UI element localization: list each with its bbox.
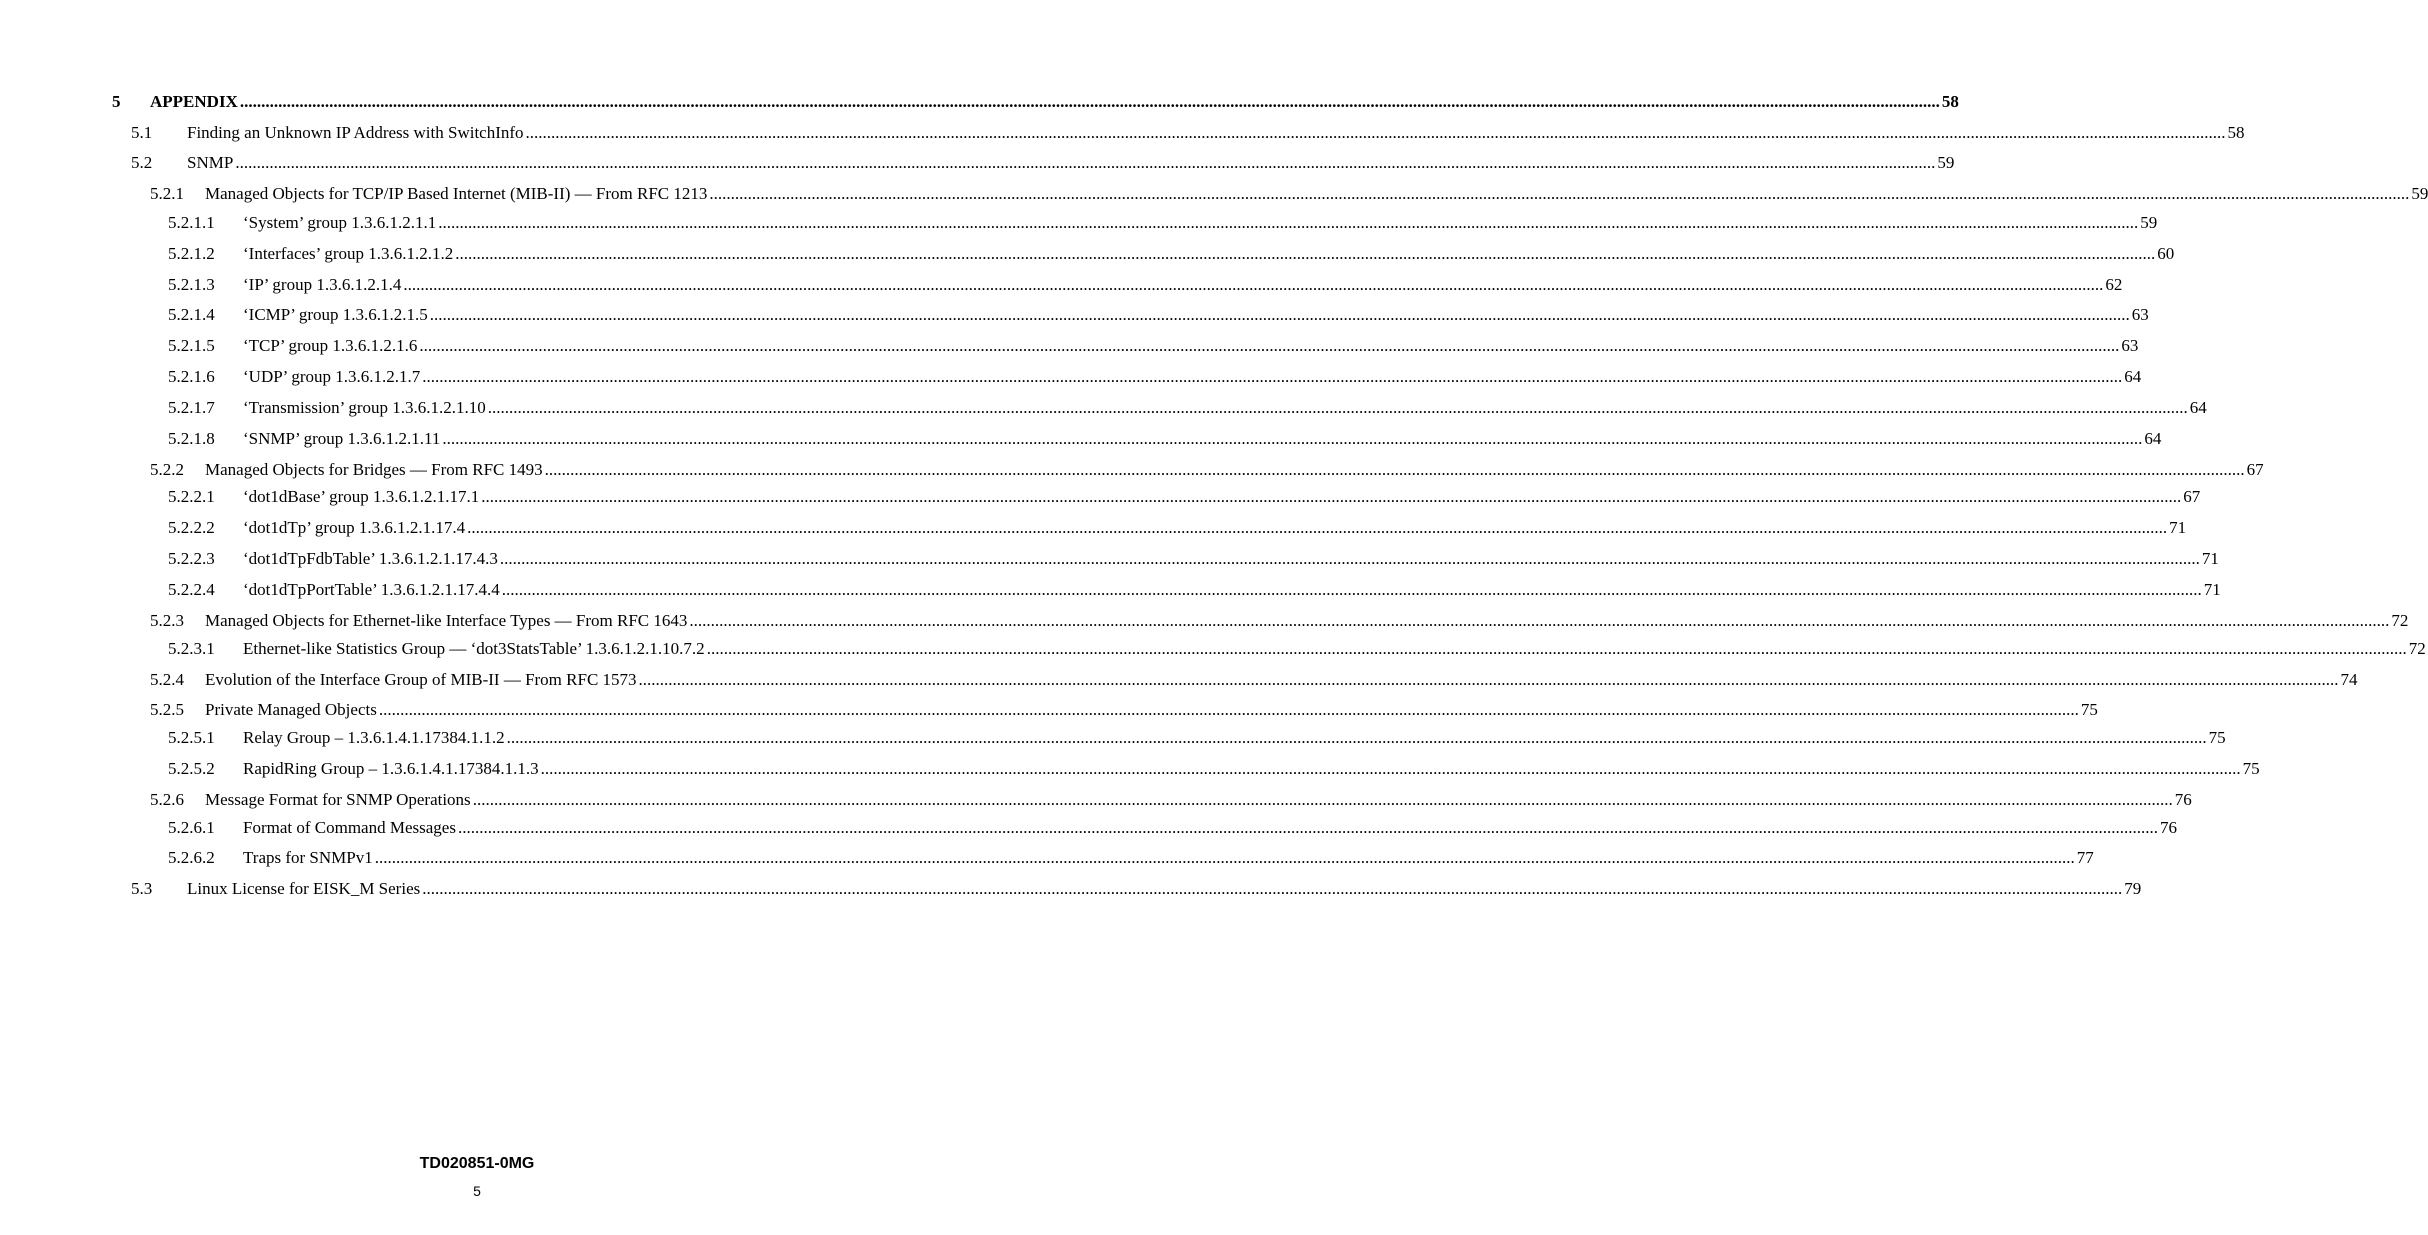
- toc-entry-title: SNMP: [187, 153, 234, 172]
- toc-entry[interactable]: [168, 578, 2221, 600]
- toc-entry-title: Message Format for SNMP Operations: [205, 790, 471, 809]
- toc-entry-page: 58: [1941, 92, 1959, 111]
- toc-entry-number: 5.2.1.7: [168, 398, 215, 417]
- toc-dot-leader: ................................................................................................................................................................................................................................................................................................................................................................................................................: [487, 398, 2188, 417]
- toc-entry-title: Relay Group – 1.3.6.1.4.1.17384.1.1.2: [243, 728, 505, 747]
- toc-entry-title: Linux License for EISK_M Series: [187, 879, 421, 898]
- toc-entry-title: ‘TCP’ group 1.3.6.1.2.1.6: [243, 336, 418, 355]
- toc-entry-number: 5.3: [131, 879, 153, 898]
- toc-entry-page: 75: [2242, 759, 2260, 778]
- toc-entry-page: 79: [2124, 879, 2142, 898]
- toc-entry-page: 62: [2105, 275, 2123, 294]
- toc-entry[interactable]: [168, 396, 2207, 418]
- toc-entry[interactable]: [131, 151, 1955, 173]
- toc-entry[interactable]: [131, 121, 2245, 143]
- toc-entry-title: Evolution of the Interface Group of MIB-II — From RFC 1573: [205, 670, 637, 689]
- toc-entry[interactable]: [168, 211, 2158, 233]
- toc-entry-page: 59: [2140, 213, 2158, 232]
- toc-entry-number: 5.2.2.4: [168, 580, 215, 599]
- toc-entry-page: 63: [2131, 305, 2149, 324]
- toc-entry-title: ‘dot1dTpPortTable’ 1.3.6.1.2.1.17.4.4: [243, 580, 500, 599]
- toc-entry-title: Managed Objects for Bridges — From RFC 1493: [205, 460, 543, 479]
- toc-dot-leader: ................................................................................................................................................................................................................................................................................................................................................................................................................: [709, 184, 2410, 203]
- toc-entry-number: 5.2.1.2: [168, 244, 215, 263]
- toc-entry-page: 63: [2121, 336, 2139, 355]
- toc-entry[interactable]: [168, 846, 2094, 868]
- toc-entry[interactable]: [150, 788, 2192, 810]
- toc-dot-leader: ................................................................................................................................................................................................................................................................................................................................................................................................................: [638, 670, 2339, 689]
- toc-entry-title: Format of Command Messages: [243, 818, 456, 837]
- toc-entry[interactable]: [150, 609, 2409, 631]
- toc-dot-leader: ................................................................................................................................................................................................................................................................................................................................................................................................................: [506, 728, 2207, 747]
- toc-dot-leader: ................................................................................................................................................................................................................................................................................................................................................................................................................: [481, 487, 2182, 506]
- toc-entry[interactable]: [168, 334, 2139, 356]
- toc-dot-leader: ................................................................................................................................................................................................................................................................................................................................................................................................................: [689, 611, 2390, 630]
- toc-entry-title: ‘SNMP’ group 1.3.6.1.2.1.11: [243, 429, 441, 448]
- toc-entry-title: Managed Objects for Ethernet-like Interface Types — From RFC 1643: [205, 611, 688, 630]
- toc-dot-leader: ................................................................................................................................................................................................................................................................................................................................................................................................................: [239, 92, 1940, 111]
- toc-entry-title: ‘Transmission’ group 1.3.6.1.2.1.10: [243, 398, 486, 417]
- toc-entry[interactable]: [168, 637, 2426, 659]
- toc-entry-page: 76: [2159, 818, 2177, 837]
- toc-dot-leader: ................................................................................................................................................................................................................................................................................................................................................................................................................: [455, 244, 2156, 263]
- toc-entry-number: 5.2.1.6: [168, 367, 215, 386]
- toc-entry-number: 5.1: [131, 123, 153, 142]
- toc-entry-page: 64: [2124, 367, 2142, 386]
- toc-entry-page: 59: [2411, 184, 2428, 203]
- toc-entry-title: ‘IP’ group 1.3.6.1.2.1.4: [243, 275, 402, 294]
- toc-dot-leader: ................................................................................................................................................................................................................................................................................................................................................................................................................: [422, 879, 2123, 898]
- toc-entry[interactable]: [168, 757, 2260, 779]
- toc-entry-title: Finding an Unknown IP Address with SwitchInfo: [187, 123, 524, 142]
- toc-entry-number: 5.2.1.1: [168, 213, 215, 232]
- toc-dot-leader: ................................................................................................................................................................................................................................................................................................................................................................................................................: [419, 336, 2120, 355]
- toc-entry-title: ‘dot1dTpFdbTable’ 1.3.6.1.2.1.17.4.3: [243, 549, 498, 568]
- toc-dot-leader: ................................................................................................................................................................................................................................................................................................................................................................................................................: [378, 700, 2079, 719]
- toc-dot-leader: ................................................................................................................................................................................................................................................................................................................................................................................................................: [525, 123, 2226, 142]
- toc-entry-number: 5.2.2: [150, 460, 184, 479]
- toc-entry[interactable]: [112, 90, 1959, 112]
- toc-entry-page: 74: [2340, 670, 2358, 689]
- toc-entry-title: ‘Interfaces’ group 1.3.6.1.2.1.2: [243, 244, 454, 263]
- toc-entry-title: RapidRing Group – 1.3.6.1.4.1.17384.1.1.3: [243, 759, 539, 778]
- toc-entry-page: 58: [2227, 123, 2245, 142]
- toc-entry-number: 5.2.1.3: [168, 275, 215, 294]
- toc-entry[interactable]: [168, 427, 2162, 449]
- toc-entry[interactable]: [168, 365, 2142, 387]
- toc-entry[interactable]: [150, 668, 2358, 690]
- toc-dot-leader: ................................................................................................................................................................................................................................................................................................................................................................................................................: [429, 305, 2130, 324]
- toc-entry-number: 5.2.5.1: [168, 728, 215, 747]
- toc-entry-title: ‘ICMP’ group 1.3.6.1.2.1.5: [243, 305, 428, 324]
- toc-entry-page: 60: [2157, 244, 2175, 263]
- page-number: 5: [473, 1183, 481, 1199]
- document-id: TD020851-0MG: [419, 1155, 535, 1172]
- toc-dot-leader: ................................................................................................................................................................................................................................................................................................................................................................................................................: [374, 848, 2075, 867]
- toc-entry-number: 5.2.1.5: [168, 336, 215, 355]
- toc-entry-page: 71: [2169, 518, 2187, 537]
- toc-entry[interactable]: [168, 516, 2187, 538]
- toc-entry-page: 67: [2246, 460, 2264, 479]
- toc-dot-leader: ................................................................................................................................................................................................................................................................................................................................................................................................................: [706, 639, 2407, 658]
- toc-entry-title: Managed Objects for TCP/IP Based Internet (MIB-II) — From RFC 1213: [205, 184, 708, 203]
- toc-entry-page: 76: [2174, 790, 2192, 809]
- toc-entry-number: 5: [112, 92, 121, 111]
- toc-entry-page: 71: [2201, 549, 2219, 568]
- toc-entry-title: Traps for SNMPv1: [243, 848, 373, 867]
- toc-entry-title: Ethernet-like Statistics Group — ‘dot3StatsTable’ 1.3.6.1.2.1.10.7.2: [243, 639, 705, 658]
- toc-entry-number: 5.2.6.1: [168, 818, 215, 837]
- toc-entry-number: 5.2.2.1: [168, 487, 215, 506]
- toc-dot-leader: ................................................................................................................................................................................................................................................................................................................................................................................................................: [544, 460, 2245, 479]
- toc-entry[interactable]: [131, 877, 2142, 899]
- toc-entry-number: 5.2.6: [150, 790, 184, 809]
- toc-entry-number: 5.2.2.2: [168, 518, 215, 537]
- toc-entry-page: 77: [2076, 848, 2094, 867]
- toc-entry-page: 75: [2080, 700, 2098, 719]
- toc-entry-number: 5.2.1.8: [168, 429, 215, 448]
- toc-entry[interactable]: [150, 182, 2428, 204]
- toc-entry-title: ‘dot1dTp’ group 1.3.6.1.2.1.17.4: [243, 518, 466, 537]
- toc-entry-page: 72: [2408, 639, 2426, 658]
- toc-entry[interactable]: [150, 458, 2264, 480]
- toc-entry-number: 5.2.5: [150, 700, 184, 719]
- toc-entry-number: 5.2: [131, 153, 153, 172]
- toc-dot-leader: ................................................................................................................................................................................................................................................................................................................................................................................................................: [457, 818, 2158, 837]
- toc-entry-number: 5.2.4: [150, 670, 184, 689]
- toc-entry-number: 5.2.1.4: [168, 305, 215, 324]
- toc-entry-page: 72: [2391, 611, 2409, 630]
- toc-entry-page: 59: [1937, 153, 1955, 172]
- toc-entry[interactable]: [168, 273, 2123, 295]
- toc-entry[interactable]: [168, 547, 2219, 569]
- toc-entry-number: 5.2.2.3: [168, 549, 215, 568]
- toc-entry-number: 5.2.5.2: [168, 759, 215, 778]
- toc-dot-leader: ................................................................................................................................................................................................................................................................................................................................................................................................................: [501, 580, 2202, 599]
- toc-dot-leader: ................................................................................................................................................................................................................................................................................................................................................................................................................: [472, 790, 2173, 809]
- toc-entry-page: 71: [2203, 580, 2221, 599]
- toc-dot-leader: ................................................................................................................................................................................................................................................................................................................................................................................................................: [235, 153, 1936, 172]
- toc-entry-title: ‘System’ group 1.3.6.1.2.1.1: [243, 213, 437, 232]
- toc-entry-title: Private Managed Objects: [205, 700, 377, 719]
- toc-entry[interactable]: [168, 242, 2175, 264]
- toc-dot-leader: ................................................................................................................................................................................................................................................................................................................................................................................................................: [540, 759, 2241, 778]
- toc-entry-page: 64: [2144, 429, 2162, 448]
- toc-dot-leader: ................................................................................................................................................................................................................................................................................................................................................................................................................: [467, 518, 2168, 537]
- toc-entry-number: 5.2.3: [150, 611, 184, 630]
- toc-entry-title: APPENDIX: [150, 92, 238, 111]
- toc-entry-number: 5.2.1: [150, 184, 184, 203]
- toc-entry[interactable]: [150, 698, 2098, 720]
- toc-dot-leader: ................................................................................................................................................................................................................................................................................................................................................................................................................: [442, 429, 2143, 448]
- toc-entry[interactable]: [168, 485, 2201, 507]
- toc-dot-leader: ................................................................................................................................................................................................................................................................................................................................................................................................................: [403, 275, 2104, 294]
- toc-entry-page: 75: [2208, 728, 2226, 747]
- toc-entry-number: 5.2.6.2: [168, 848, 215, 867]
- toc-dot-leader: ................................................................................................................................................................................................................................................................................................................................................................................................................: [438, 213, 2139, 232]
- toc-entry-page: 67: [2183, 487, 2201, 506]
- toc-entry[interactable]: [168, 816, 2177, 838]
- toc-entry[interactable]: [168, 726, 2226, 748]
- toc-entry-title: ‘UDP’ group 1.3.6.1.2.1.7: [243, 367, 421, 386]
- toc-dot-leader: ................................................................................................................................................................................................................................................................................................................................................................................................................: [499, 549, 2200, 568]
- toc-entry-page: 64: [2189, 398, 2207, 417]
- toc-entry[interactable]: [168, 303, 2149, 325]
- toc-dot-leader: ................................................................................................................................................................................................................................................................................................................................................................................................................: [422, 367, 2123, 386]
- toc-entry-title: ‘dot1dBase’ group 1.3.6.1.2.1.17.1: [243, 487, 480, 506]
- toc-entry-number: 5.2.3.1: [168, 639, 215, 658]
